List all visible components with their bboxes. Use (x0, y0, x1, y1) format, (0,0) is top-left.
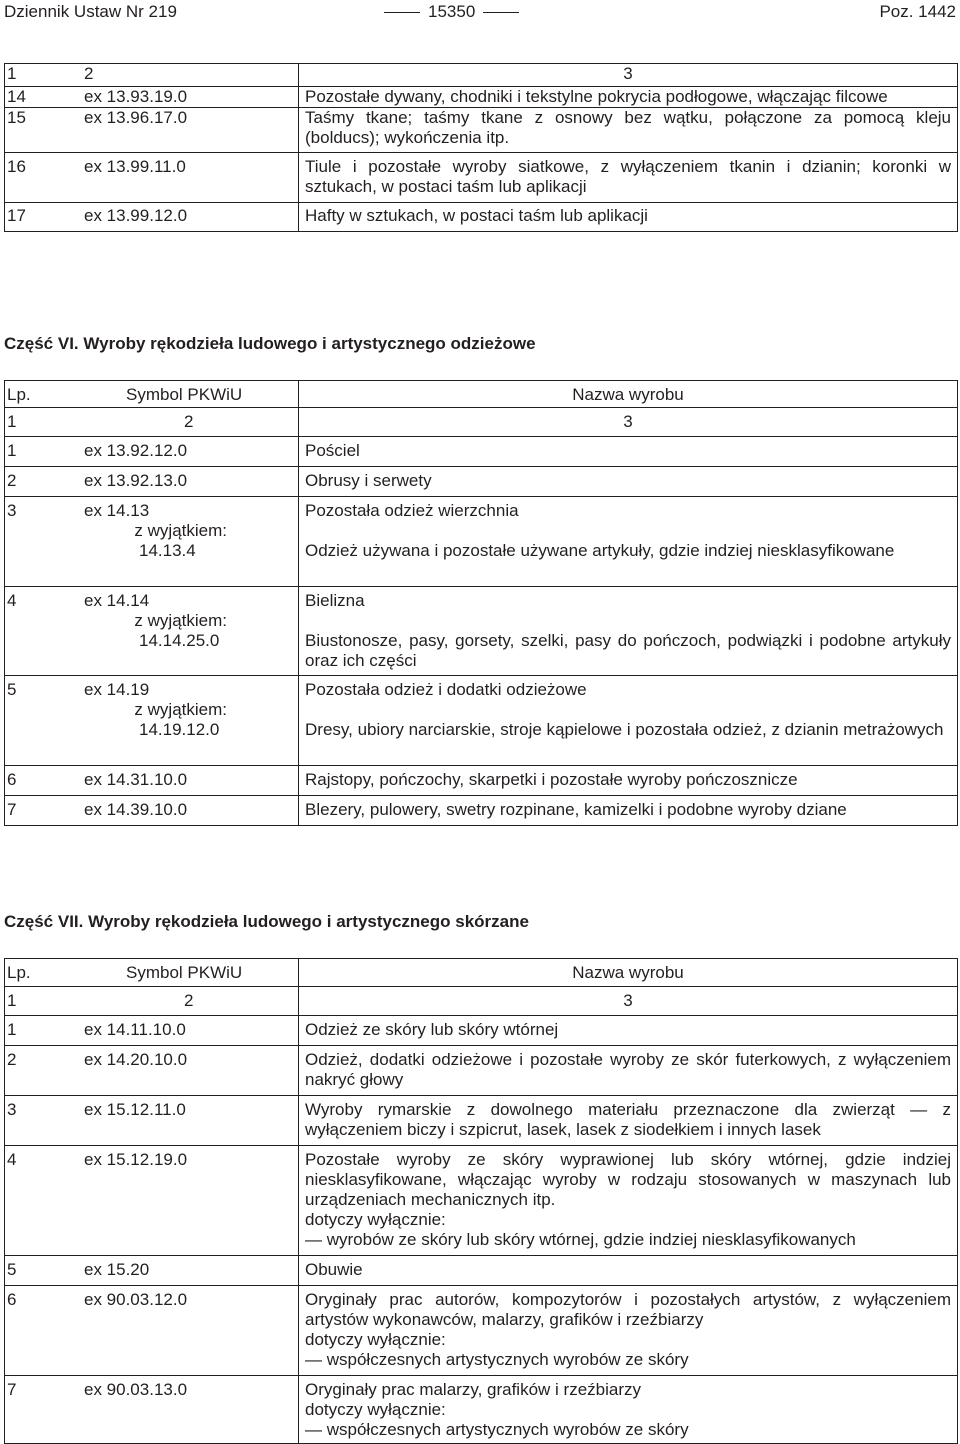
exception-name: Odzież używana i pozostałe używane artykuły, gdzie indziej niesklasyfikowane (305, 541, 895, 560)
col-num-2: 2 (84, 64, 94, 83)
row-note-item: — współczesnych artystycznych wyrobów ze skóry (299, 1350, 957, 1375)
row-name: Pozostała odzież i dodatki odzieżowe (305, 680, 587, 699)
row-name: Pozostała odzież wierzchnia (305, 501, 519, 520)
column-number-row (5, 64, 958, 87)
row-note: dotyczy wyłącznie: (305, 1210, 446, 1229)
row-name: Hafty w sztukach, w postaci taśm lub aplikacji (305, 206, 648, 225)
header-lp: Lp. (7, 385, 31, 404)
row-lp: 4 (7, 1150, 17, 1169)
row-symbol: ex 14.19 (84, 680, 150, 699)
col-num-3: 3 (299, 408, 958, 437)
exception-name: Dresy, ubiory narciarskie, stroje kąpielowe i pozostała odzież, z dzianin metrażowych (305, 720, 944, 739)
col-num-2: 2 (184, 991, 194, 1010)
row-name: Oryginały prac malarzy, grafików i rzeźbiarzy (305, 1380, 641, 1399)
row-lp: 2 (7, 471, 17, 490)
table-row (5, 1046, 958, 1096)
page-number: 15350 (428, 2, 476, 21)
row-lp: 5 (7, 680, 17, 699)
row-symbol: ex 14.13 (84, 501, 150, 520)
table-row (5, 497, 958, 587)
journal-title: Dziennik Ustaw Nr 219 (4, 2, 177, 21)
row-symbol: ex 14.31.10.0 (84, 770, 188, 789)
table-row (5, 153, 958, 203)
row-symbol: ex 14.39.10.0 (84, 800, 188, 819)
exception-symbol: 14.14.25.0 (139, 631, 220, 650)
table-row (5, 1286, 958, 1376)
row-name: Obrusy i serwety (305, 471, 432, 490)
header-name: Nazwa wyrobu (299, 959, 958, 987)
row-symbol: ex 13.92.12.0 (84, 441, 188, 460)
row-lp: 3 (7, 1100, 17, 1119)
table-part7 (4, 958, 958, 1444)
row-lp: 6 (7, 1290, 17, 1309)
row-symbol: ex 15.20 (84, 1260, 150, 1279)
row-name: Wyroby rymarskie z dowolnego materiału przeznaczone dla zwierząt — z wyłączeniem biczy i szpicrut, lasek, lasek z siodełkiem i innych lasek (305, 1100, 951, 1139)
row-symbol: ex 13.99.11.0 (84, 157, 186, 176)
row-symbol: ex 14.11.10.0 (84, 1020, 186, 1039)
row-name: Bielizna (305, 591, 365, 610)
table-row (5, 1256, 958, 1286)
row-symbol: ex 15.12.11.0 (84, 1100, 186, 1119)
row-symbol: ex 14.20.10.0 (84, 1050, 188, 1069)
row-symbol: ex 15.12.19.0 (84, 1150, 188, 1169)
row-symbol: ex 13.92.13.0 (84, 471, 188, 490)
col-num-1: 1 (7, 991, 17, 1010)
row-name: Tiule i pozostałe wyroby siatkowe, z wyłączeniem tkanin i dzianin; koronki w sztukach, w postaci taśm lub aplikacji (305, 157, 951, 196)
row-lp: 14 (7, 87, 26, 106)
row-note-item: — współczesnych artystycznych wyrobów ze skóry (299, 1420, 957, 1443)
col-num-3: 3 (299, 987, 958, 1016)
row-name: Pościel (305, 441, 360, 460)
row-name: Odzież ze skóry lub skóry wtórnej (305, 1020, 559, 1039)
header-symbol: Symbol PKWiU (126, 963, 243, 982)
row-lp: 6 (7, 770, 17, 789)
header-row (5, 381, 958, 408)
row-lp: 17 (7, 206, 26, 225)
table-part6 (4, 380, 958, 826)
table-part5-continuation (4, 63, 958, 232)
table-row (5, 1096, 958, 1146)
table-row (5, 1016, 958, 1046)
col-num-1: 1 (7, 64, 17, 83)
section-heading-part7: Część VII. Wyroby rękodzieła ludowego i artystycznego skórzane (4, 912, 529, 931)
header-row (5, 959, 958, 987)
exception-symbol: 14.19.12.0 (139, 720, 220, 739)
row-name: Rajstopy, pończochy, skarpetki i pozostałe wyroby pończosznicze (305, 770, 798, 789)
row-lp: 1 (7, 441, 17, 460)
table-row (5, 467, 958, 497)
row-symbol: ex 13.99.12.0 (84, 206, 188, 225)
row-symbol: ex 90.03.12.0 (84, 1290, 188, 1309)
exception-label: z wyjątkiem: (134, 521, 227, 540)
row-lp: 7 (7, 1380, 17, 1399)
row-lp: 4 (7, 591, 17, 610)
section-heading-part6: Część VI. Wyroby rękodzieła ludowego i artystycznego odzieżowe (4, 334, 536, 353)
row-lp: 16 (7, 157, 26, 176)
column-number-row (5, 987, 958, 1016)
col-num-1: 1 (7, 412, 17, 431)
row-name: Pozostałe dywany, chodniki i tekstylne pokrycia podłogowe, włączając filcowe (305, 87, 888, 106)
exception-label: z wyjątkiem: (134, 700, 227, 719)
position-number: Poz. 1442 (879, 2, 956, 21)
row-name: Blezery, pulowery, swetry rozpinane, kamizelki i podobne wyroby dziane (305, 800, 847, 819)
row-lp: 3 (7, 501, 17, 520)
exception-label: z wyjątkiem: (134, 611, 227, 630)
row-symbol: ex 90.03.13.0 (84, 1380, 188, 1399)
exception-name: Biustonosze, pasy, gorsety, szelki, pasy do pończoch, podwiązki i podobne artykuły oraz ich części (305, 631, 951, 670)
row-name: Odzież, dodatki odzieżowe i pozostałe wyroby ze skór futerkowych, z wyłączeniem nakryć głowy (305, 1050, 951, 1089)
row-symbol: ex 13.93.19.0 (84, 87, 188, 106)
row-lp: 7 (7, 800, 17, 819)
row-note-item: — wyrobów ze skóry lub skóry wtórnej, gdzie indziej niesklasyfikowanych (299, 1230, 957, 1255)
page-header (0, 0, 960, 22)
header-lp: Lp. (7, 963, 31, 982)
row-note: dotyczy wyłącznie: (305, 1400, 446, 1419)
exception-symbol: 14.13.4 (139, 541, 196, 560)
row-lp: 5 (7, 1260, 17, 1279)
row-note: dotyczy wyłącznie: (305, 1330, 446, 1349)
table-row (5, 766, 958, 796)
row-name: Obuwie (305, 1260, 363, 1279)
table-row (5, 437, 958, 467)
table-row (5, 203, 958, 232)
col-num-2: 2 (184, 412, 194, 431)
col-num-3: 3 (299, 64, 958, 87)
row-lp: 15 (7, 108, 26, 127)
table-row (5, 676, 958, 766)
row-name: Taśmy tkane; taśmy tkane z osnowy bez wątku, połączone za pomocą kleju (bolducs); wykończenia itp. (305, 108, 951, 147)
row-name: Oryginały prac autorów, kompozytorów i pozostałych artystów, z wyłączeniem artystów wykonawców, malarzy, grafików i rzeźbiarzy (305, 1290, 951, 1329)
table-row (5, 587, 958, 676)
table-row (5, 87, 958, 108)
header-name: Nazwa wyrobu (299, 381, 958, 408)
row-lp: 1 (7, 1020, 17, 1039)
header-symbol: Symbol PKWiU (126, 385, 243, 404)
table-row (5, 1146, 958, 1256)
row-symbol: ex 14.14 (84, 591, 150, 610)
table-row (5, 108, 958, 153)
table-row (5, 796, 958, 826)
column-number-row (5, 408, 958, 437)
table-row (5, 1376, 958, 1444)
row-symbol: ex 13.96.17.0 (84, 108, 188, 127)
row-lp: 2 (7, 1050, 17, 1069)
row-name: Pozostałe wyroby ze skóry wyprawionej lub skóry wtórnej, gdzie indziej niesklasyfikowane, włączając wyroby w rodzaju stosowanych w maszynach lub urządzeniach mechanicznych itp. (305, 1150, 951, 1209)
